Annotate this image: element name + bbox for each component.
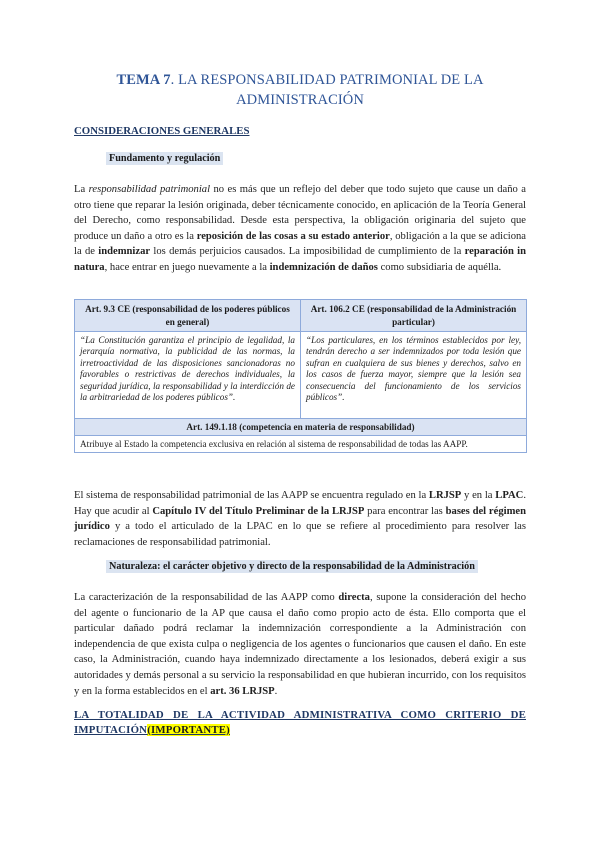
term-lpac: LPAC: [495, 490, 524, 501]
term-indemnizacion: indemnización de daños: [269, 261, 378, 273]
term-capitulo-iv: Capítulo IV del Título Preliminar de la LRJSP: [152, 505, 365, 517]
table-header-art-149: Art. 149.1.18 (competencia en materia de responsabilidad): [75, 419, 527, 436]
term-reposicion: reposición de las cosas a su estado anterior: [196, 230, 390, 242]
term-lrjsp: LRJSP: [428, 490, 462, 501]
quote-art-9-3: “La Constitución garantiza el principio de legalidad, la jerarquía normativa, la publicidad de las normas, la irretroactividad de las disposiciones sancionadoras no favorables o restrictivas de derechos individuales, la seguridad jurídica, la responsabilidad y la interdicción de la arbitrariedad de los poderes públicos”.: [75, 332, 301, 419]
term-bases-regimen: bases del régimen jurídico: [74, 505, 526, 533]
subheading-fundamento: Fundamento y regulación: [106, 152, 223, 165]
paragraph-regulacion: El sistema de responsabilidad patrimonial de las AAPP se encuentra regulado en la LRJSP y en la LPAC. Hay que acudir al Capítulo IV del Título Preliminar de la LRJSP para encontrar las bases del régimen jurídico y a todo el articulado de la LPAC en lo que se refiere al procedimiento para resolver las reclamaciones de responsabilidad patrimonial.: [74, 490, 526, 548]
table-cell-art-149: Atribuye al Estado la competencia exclusiva en relación al sistema de responsabilidad de todas las AAPP.: [75, 436, 527, 453]
section-heading-totalidad: LA TOTALIDAD DE LA ACTIVIDAD ADMINISTRATIVA COMO CRITERIO DE IMPUTACIÓN(IMPORTANTE): [74, 709, 526, 736]
title-text: . LA RESPONSABILIDAD PATRIMONIAL DE LA ADMINISTRACIÓN: [170, 72, 484, 108]
term-indemnizar: indemnizar: [98, 246, 151, 258]
term-reparacion: reparación in natura: [74, 246, 526, 273]
term-directa: directa: [338, 592, 370, 603]
table-header-art-106-2: Art. 106.2 CE (responsabilidad de la Administración particular): [301, 300, 527, 332]
paragraph-fundamento: La responsabilidad patrimonial no es más que un reflejo del deber que todo sujeto que cause un daño a otro tiene que reparar la lesión originada, deber técnicamente conocido, en aplicación de la Teoría General del Derecho, como responsabilidad. Desde esta perspectiva, la obligación originaria del sujeto que produce un daño a otro es la reposición de las cosas a su estado anterior, obligación a la que se adiciona la de indemnizar los demás perjuicios causados. La imposibilidad de cumplimiento de la reparación in natura, hace entrar en juego nuevamente a la indemnización de daños como subsidiaria de aquélla.: [74, 184, 527, 273]
page-title: [60, 70, 540, 110]
constitution-articles-table: [74, 299, 527, 453]
table-header-art-9-3: Art. 9.3 CE (responsabilidad de los poderes públicos en general): [75, 300, 301, 332]
quote-art-106-2: “Los particulares, en los términos establecidos por ley, tendrán derecho a ser indemnizados por toda lesión que sufran en cualquiera de sus bienes y derechos, salvo en los casos de fuerza mayor, siempre que la lesión sea consecuencia del funcionamiento de los servicios públicos”.: [301, 332, 527, 419]
section-heading-consideraciones: CONSIDERACIONES GENERALES: [74, 125, 250, 137]
subheading-naturaleza: Naturaleza: el carácter objetivo y directo de la responsabilidad de la Administración: [106, 560, 478, 573]
paragraph-naturaleza: La caracterización de la responsabilidad de las AAPP como directa, supone la consideración del hecho del agente o funcionario de la AP que causa el daño como propio acto de ésta. Ello comporta que el particular dañado podrá reclamar la indemnización correspondiente a la Administración con independencia de que exista culpa o negligencia de los agentes o funcionarios que causen el daño. En este caso, la Administración, cuando haya indemnizado directamente a los lesionados, deberá exigir a sus autoridades y demás personal a su servicio la responsabilidad en que hubieran incurrido, con los requisitos y en la forma establecidos en el art. 36 LRJSP.: [74, 592, 526, 697]
term-art-36: art. 36 LRJSP: [210, 685, 275, 697]
term-responsabilidad-patrimonial: responsabilidad patrimonial: [88, 184, 211, 195]
important-badge: (IMPORTANTE): [147, 724, 230, 736]
title-number: TEMA 7: [116, 72, 171, 88]
